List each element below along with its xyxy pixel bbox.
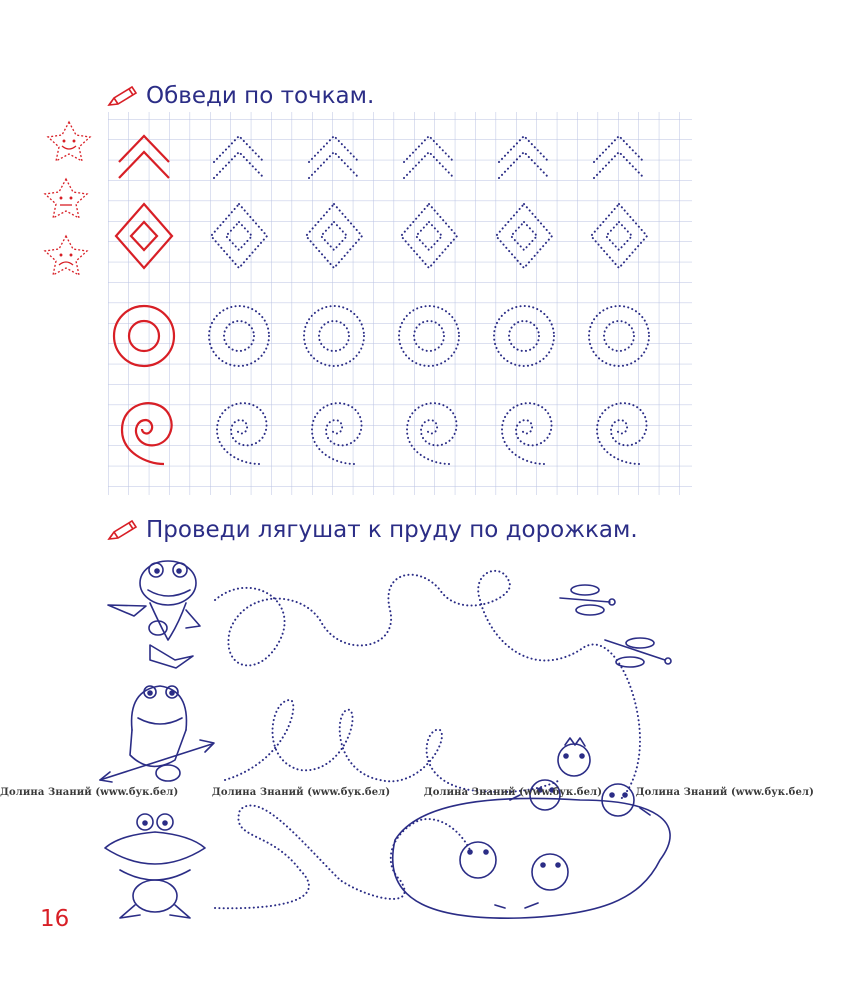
- frog-3-illustration: [105, 814, 205, 918]
- instruction-text: Обведи по точкам.: [146, 83, 375, 109]
- dragonfly-1-icon: [560, 585, 615, 615]
- watermark-text: Долина Знаний (www.бук.бел): [211, 787, 391, 798]
- maze-paths[interactable]: [215, 571, 640, 908]
- instruction-text: Проведи лягушат к пруду по дорожкам.: [146, 517, 638, 543]
- page-number: 16: [40, 906, 70, 932]
- dragonfly-2-icon: [605, 638, 671, 667]
- watermark-text: Долина Знаний (www.бук.бел): [0, 787, 179, 798]
- watermark-text: Долина Знаний (www.бук.бел): [635, 787, 814, 798]
- frogs-maze-illustration: [0, 545, 743, 925]
- pond-frogs-illustration: [460, 738, 650, 908]
- self-assessment-stars: [38, 120, 100, 290]
- star-sad-icon[interactable]: [45, 236, 87, 275]
- maze-path-1[interactable]: [215, 571, 640, 800]
- instruction-frogs-to-pond: [106, 512, 638, 548]
- tracing-grid: [100, 112, 700, 497]
- star-neutral-icon[interactable]: [45, 179, 87, 218]
- maze-path-3[interactable]: [215, 805, 470, 908]
- maze-path-2[interactable]: [225, 700, 560, 792]
- frog-1-illustration: [108, 561, 200, 668]
- instruction-trace-dots: [106, 78, 374, 114]
- watermark-text: Долина Знаний (www.бук.бел): [423, 787, 603, 798]
- pencil-icon: [106, 518, 140, 542]
- watermark: [0, 787, 814, 801]
- star-smile-icon[interactable]: [48, 122, 90, 161]
- pencil-icon: [106, 84, 140, 108]
- pond: [393, 798, 670, 918]
- frog-2-illustration: [100, 686, 214, 782]
